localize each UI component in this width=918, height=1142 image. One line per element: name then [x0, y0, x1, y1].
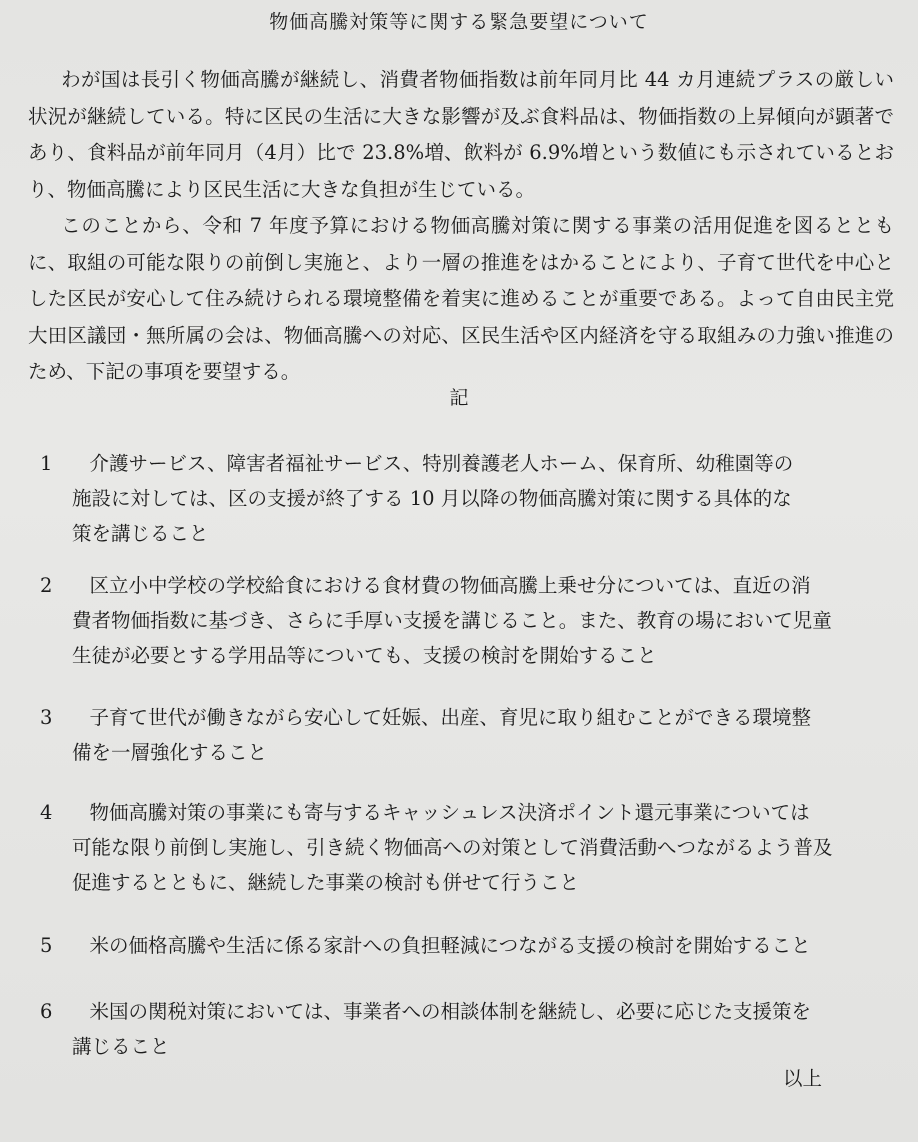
intro-section [28, 62, 894, 391]
item-number: 5 [40, 934, 53, 957]
intro-paragraph-2: このことから、令和 7 年度予算における物価高騰対策に関する事業の活用促進を図るとともに、取組の可能な限りの前倒し実施と、より一層の推進をはかることにより、子育て世代を中心とした区民が安心して住み続けられる環境整備を着実に進めることが重要である。よって自由民主党大田区議団・無所属の会は、物価高騰への対応、区民生活や区内経済を守る取組みの力強い推進のため、下記の事項を要望する。 [28, 214, 894, 383]
item-text [72, 795, 890, 900]
item-number: 3 [40, 706, 53, 729]
item-line: 物価高騰対策の事業にも寄与するキャッシュレス決済ポイント還元事業については [89, 801, 810, 824]
document-title: 物価高騰対策等に関する緊急要望について [269, 11, 649, 33]
item-number: 1 [40, 452, 53, 475]
request-item-4 [40, 795, 890, 900]
item-number: 6 [40, 1000, 53, 1023]
item-line: 米の価格高騰や生活に係る家計への負担軽減につながる支援の検討を開始すること [89, 934, 811, 957]
item-line: 米国の関税対策においては、事業者への相談体制を継続し、必要に応じた支援策を [89, 1000, 812, 1023]
item-line: 介護サービス、障害者福祉サービス、特別養護老人ホーム、保育所、幼稚園等の [89, 452, 794, 475]
item-line: 子育て世代が働きながら安心して妊娠、出産、育児に取り組むことができる環境整 [89, 706, 812, 729]
item-line: 策を講じること [72, 522, 209, 545]
item-text [72, 446, 890, 551]
item-text [72, 700, 890, 770]
item-number: 2 [40, 574, 53, 597]
item-text [72, 994, 890, 1064]
request-item-2 [40, 568, 890, 673]
item-line: 生徒が必要とする学用品等についても、支援の検討を開始すること [72, 644, 657, 667]
request-item-3 [40, 700, 890, 770]
ki-heading: 記 [449, 387, 469, 409]
item-line: 講じること [72, 1035, 170, 1058]
item-number: 4 [40, 801, 53, 824]
request-item-6 [40, 994, 890, 1064]
intro-paragraph-1: わが国は長引く物価高騰が継続し、消費者物価指数は前年同月比 44 カ月連続プラスの厳しい状況が継続している。特に区民の生活に大きな影響が及ぶ食料品は、物価指数の上昇傾向が顕著であり、食料品が前年同月（4月）比で 23.8%増、飲料が 6.9%増という数値にも示されているとおり、物価高騰により区民生活に大きな負担が生じている。 [28, 68, 894, 201]
item-text [72, 928, 890, 963]
item-line: 区立小中学校の学校給食における食材費の物価高騰上乗せ分については、直近の消 [89, 574, 811, 597]
item-line: 可能な限り前倒し実施し、引き続く物価高への対策として消費活動へつながるよう普及 [72, 836, 833, 859]
request-item-1 [40, 446, 890, 551]
item-line: 施設に対しては、区の支援が終了する 10 月以降の物価高騰対策に関する具体的な [72, 487, 792, 510]
item-text [72, 568, 890, 673]
item-line: 備を一層強化すること [72, 741, 268, 764]
request-item-5 [40, 928, 890, 963]
closing-mark: 以上 [782, 1067, 822, 1090]
item-line: 費者物価指数に基づき、さらに手厚い支援を講じること。また、教育の場において児童 [72, 609, 832, 632]
item-line: 促進するとともに、継続した事業の検討も併せて行うこと [72, 871, 580, 894]
